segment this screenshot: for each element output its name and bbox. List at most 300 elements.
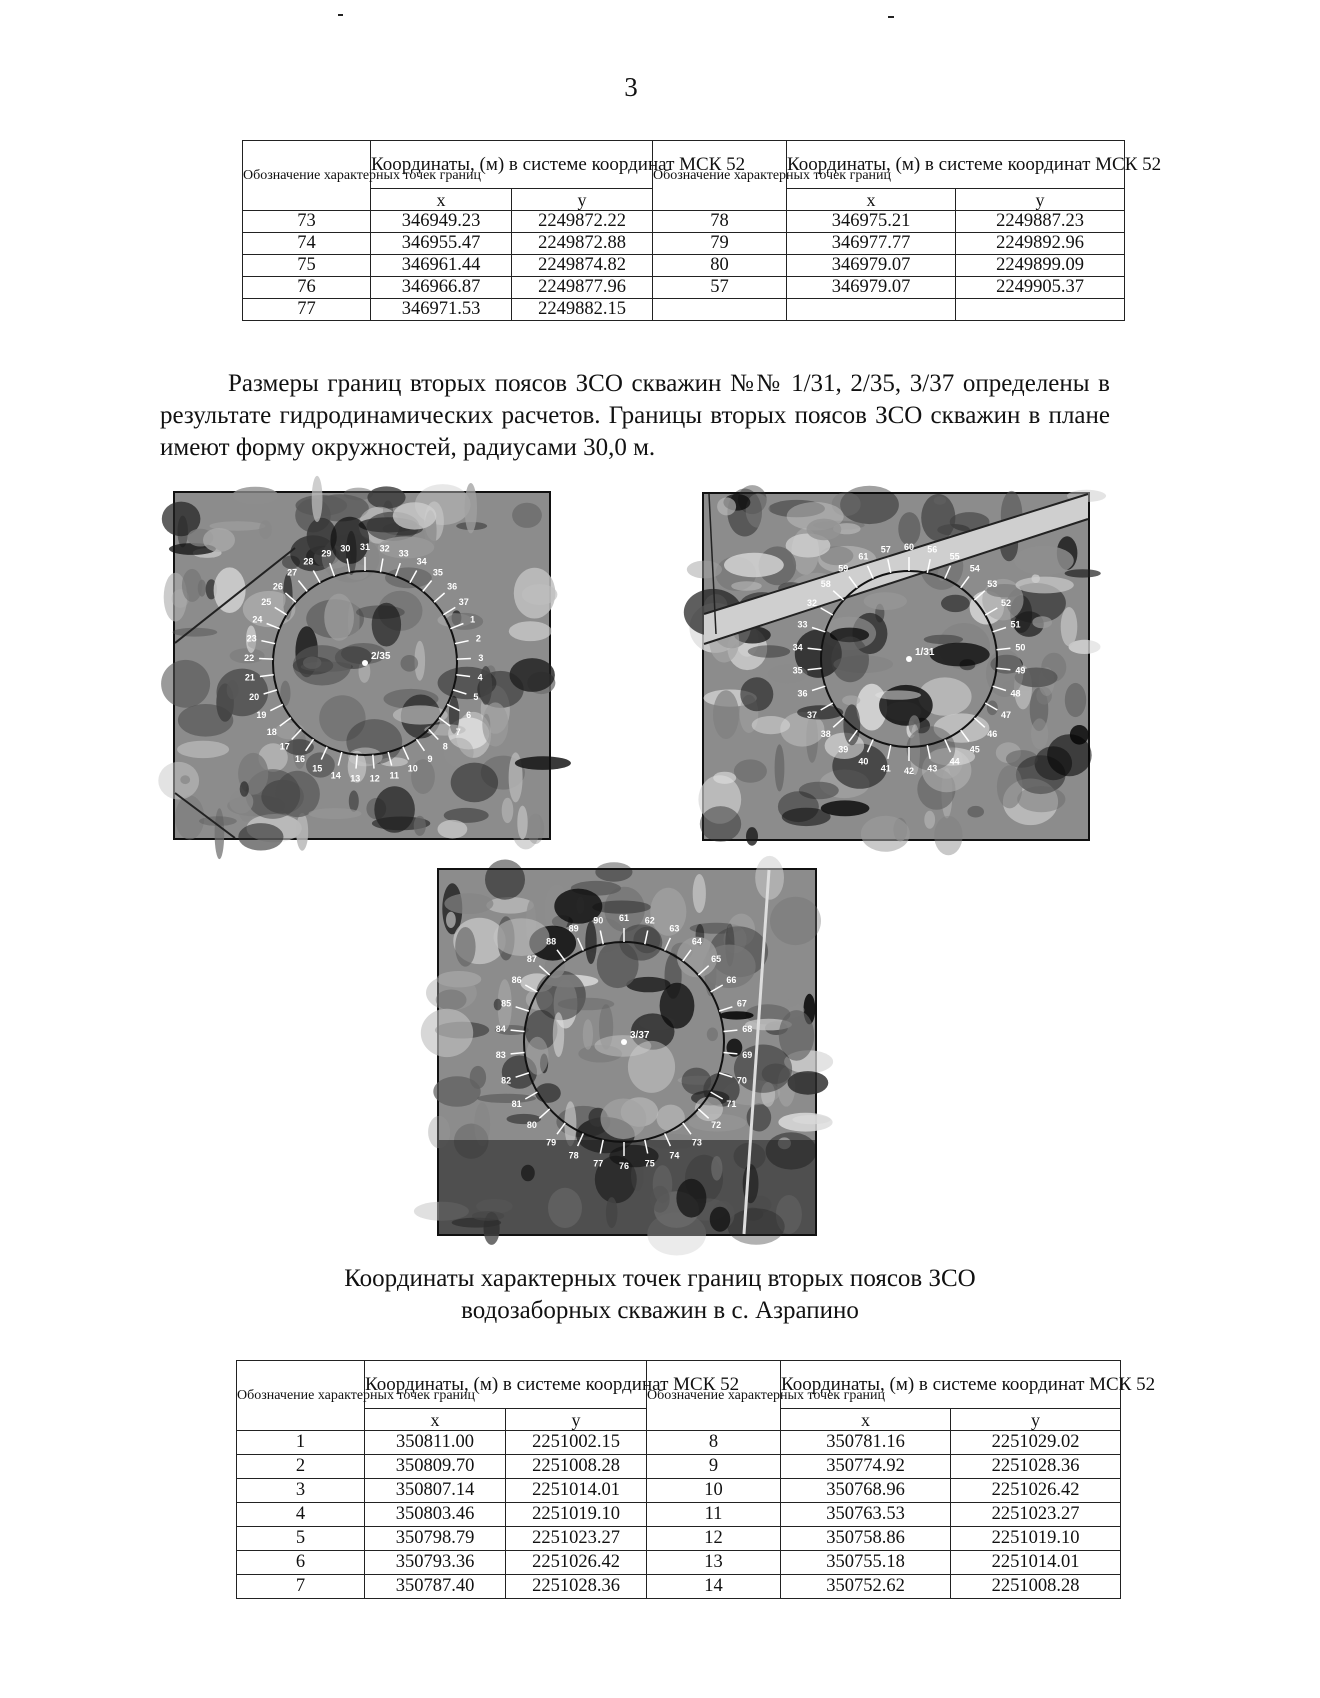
table-row — [237, 1575, 1121, 1599]
boundary-point-label: 59 — [838, 563, 849, 574]
terrain-patch — [324, 594, 354, 641]
terrain-patch — [831, 637, 869, 683]
boundary-point-label: 41 — [880, 763, 891, 774]
x-header: x — [787, 189, 956, 211]
y-value: 2249887.23 — [956, 211, 1125, 233]
terrain-patch — [512, 503, 542, 528]
y-value: 2251008.28 — [951, 1575, 1121, 1599]
well-marker — [621, 1039, 627, 1045]
boundary-point-label: 50 — [1015, 642, 1026, 653]
point-id: 11 — [647, 1503, 781, 1527]
terrain-patch — [752, 716, 790, 734]
boundary-tick — [724, 1030, 738, 1031]
point-header: Обозначение характерных точек границ — [237, 1361, 365, 1431]
terrain-patch — [628, 1041, 675, 1093]
boundary-point-label: 25 — [261, 597, 272, 608]
boundary-point-label: 2 — [475, 633, 481, 644]
terrain-patch — [240, 781, 249, 797]
y-header: y — [951, 1409, 1121, 1431]
point-id: 76 — [243, 277, 371, 299]
terrain-patch — [215, 808, 225, 859]
point-id: 80 — [653, 255, 787, 277]
terrain-patch — [1014, 546, 1074, 575]
boundary-point-label: 88 — [546, 936, 557, 947]
boundary-point-label: 6 — [466, 710, 472, 721]
terrain-patch — [930, 643, 990, 667]
point-id: 57 — [653, 277, 787, 299]
boundary-point-label: 81 — [511, 1099, 522, 1109]
point-id: 2 — [237, 1455, 365, 1479]
terrain-patch — [303, 657, 321, 669]
y-value: 2251023.27 — [506, 1527, 647, 1551]
terrain-patch — [526, 1037, 548, 1075]
aerial-map-well-2-35 — [173, 491, 551, 840]
terrain-patch — [515, 756, 571, 770]
boundary-point-label: 9 — [427, 754, 433, 765]
boundary-tick — [539, 1109, 549, 1118]
terrain-patch — [444, 738, 474, 767]
coords-header: Координаты, (м) в системе координат МСК 52 — [371, 141, 653, 189]
terrain-patch — [734, 759, 767, 782]
x-value: 346955.47 — [371, 233, 512, 255]
boundary-point-label: 44 — [949, 756, 960, 767]
terrain-patch — [770, 897, 821, 945]
x-value: 346971.53 — [371, 299, 512, 321]
point-id: 12 — [647, 1527, 781, 1551]
dark-area — [439, 1140, 815, 1234]
terrain-patch — [514, 568, 556, 619]
boundary-tick — [961, 577, 969, 588]
boundary-point-label: 69 — [742, 1050, 753, 1060]
point-id: 9 — [647, 1455, 781, 1479]
x-value: 350811.00 — [365, 1431, 506, 1455]
boundary-point-label: 28 — [303, 556, 314, 567]
y-value: 2251002.15 — [506, 1431, 647, 1455]
point-header: Обозначение характерных точек границ — [647, 1361, 781, 1431]
boundary-point-label: 70 — [736, 1075, 747, 1086]
table-row — [243, 277, 1125, 299]
boundary-tick — [417, 739, 425, 751]
terrain-patch — [445, 613, 483, 630]
terrain-patch — [898, 512, 920, 546]
table-row — [243, 233, 1125, 255]
y-header: y — [512, 189, 653, 211]
y-value: 2251019.10 — [506, 1503, 647, 1527]
y-value: 2251008.28 — [506, 1455, 647, 1479]
boundary-point-label: 5 — [473, 692, 479, 702]
terrain-patch — [444, 893, 493, 914]
terrain-patch — [330, 517, 369, 564]
boundary-point-label: 19 — [256, 710, 267, 721]
boundary-point-label: 67 — [736, 998, 747, 1009]
x-value: 350763.53 — [781, 1503, 951, 1527]
x-value: 346979.07 — [787, 255, 956, 277]
boundary-point-label: 22 — [244, 653, 255, 664]
caption-line-2: водозаборных скважин в с. Азрапино — [461, 1297, 859, 1324]
boundary-point-label: 46 — [987, 728, 998, 739]
boundary-point-label: 74 — [669, 1150, 680, 1161]
terrain-patch — [687, 561, 722, 579]
boundary-tick — [434, 593, 445, 602]
x-value: 350793.36 — [365, 1551, 506, 1575]
terrain-patch — [1015, 577, 1073, 594]
terrain-patch — [1065, 683, 1086, 717]
boundary-point-label: 90 — [593, 915, 604, 926]
terrain-patch — [385, 567, 432, 588]
scan-speck-left — [338, 14, 343, 16]
boundary-point-label: 14 — [330, 770, 341, 781]
x-value: 350758.86 — [781, 1527, 951, 1551]
y-value: 2249882.15 — [512, 299, 653, 321]
boundary-point-label: 27 — [287, 567, 298, 578]
terrain-patch — [510, 658, 555, 692]
terrain-patch — [259, 520, 272, 539]
boundary-point-label: 3 — [478, 653, 484, 664]
point-id: 10 — [647, 1479, 781, 1503]
terrain-patch — [401, 655, 419, 672]
point-header: Обозначение характерных точек границ — [653, 141, 787, 211]
boundary-tick — [812, 686, 825, 690]
x-value: 350752.62 — [781, 1575, 951, 1599]
terrain-patch — [203, 528, 235, 552]
boundary-point-label: 34 — [416, 556, 427, 567]
terrain-patch — [1017, 786, 1065, 812]
terrain-patch — [349, 790, 359, 811]
boundary-tick — [833, 718, 843, 727]
terrain-patch — [436, 990, 467, 1011]
y-header: y — [956, 189, 1125, 211]
boundary-point-label: 73 — [691, 1137, 702, 1148]
point-id: 8 — [647, 1431, 781, 1455]
terrain-patch — [921, 494, 955, 541]
point-id — [653, 299, 787, 321]
aerial-map-well-3-37 — [437, 868, 817, 1236]
x-header: x — [371, 189, 512, 211]
terrain-patch — [778, 1113, 832, 1132]
x-header: x — [365, 1409, 506, 1431]
terrain-patch — [158, 762, 199, 800]
boundary-tick — [455, 641, 469, 644]
boundary-point-label: 54 — [969, 563, 980, 574]
well-marker — [362, 660, 368, 666]
x-value — [787, 299, 956, 321]
y-value: 2251026.42 — [951, 1479, 1121, 1503]
terrain-patch — [232, 487, 278, 505]
boundary-point-label: 12 — [369, 773, 380, 784]
boundary-point-label: 36 — [447, 581, 458, 592]
terrain-patch — [455, 927, 475, 967]
y-value: 2249905.37 — [956, 277, 1125, 299]
boundary-point-label: 56 — [927, 544, 938, 555]
boundary-point-label: 55 — [949, 551, 960, 562]
y-value: 2249874.82 — [512, 255, 653, 277]
y-value: 2249872.88 — [512, 233, 653, 255]
boundary-point-label: 68 — [742, 1024, 753, 1034]
terrain-patch — [693, 874, 706, 913]
table-row — [237, 1503, 1121, 1527]
boundary-tick — [993, 628, 1006, 632]
boundary-point-label: 87 — [526, 954, 537, 964]
terrain-patch — [713, 772, 736, 784]
table-row — [237, 1479, 1121, 1503]
boundary-point-label: 65 — [711, 954, 722, 964]
point-id: 7 — [237, 1575, 365, 1599]
boundary-point-label: 52 — [1000, 598, 1012, 608]
boundary-point-label: 58 — [820, 579, 831, 590]
terrain-patch — [296, 813, 308, 851]
terrain-patch — [746, 827, 758, 846]
boundary-point-label: 35 — [792, 665, 803, 676]
x-value: 350755.18 — [781, 1551, 951, 1575]
point-header: Обозначение характерных точек границ — [243, 141, 371, 211]
y-value: 2249877.96 — [512, 277, 653, 299]
boundary-point-label: 13 — [350, 773, 361, 784]
boundary-point-label: 29 — [321, 548, 332, 559]
x-value: 346966.87 — [371, 277, 512, 299]
aerial-map-well-1-31 — [702, 492, 1090, 841]
x-value: 346949.23 — [371, 211, 512, 233]
terrain-patch — [470, 1066, 486, 1089]
point-id: 4 — [237, 1503, 365, 1527]
terrain-texture — [158, 476, 571, 859]
terrain-patch — [700, 806, 741, 842]
boundary-point-label: 37 — [458, 597, 469, 608]
x-value: 350774.92 — [781, 1455, 951, 1479]
boundary-point-label: 18 — [266, 727, 277, 737]
terrain-patch — [775, 744, 785, 791]
terrain-patch — [1047, 734, 1092, 776]
caption-line-1: Координаты характерных точек границ вторых поясов ЗСО — [344, 1265, 976, 1292]
boundary-point-label: 61 — [858, 551, 869, 562]
x-value: 350807.14 — [365, 1479, 506, 1503]
x-value: 346979.07 — [787, 277, 956, 299]
point-id: 3 — [237, 1479, 365, 1503]
boundary-tick — [260, 675, 274, 677]
terrain-patch — [1065, 569, 1101, 577]
boundary-point-label: 8 — [442, 741, 448, 752]
boundary-point-label: 24 — [252, 614, 263, 625]
boundary-point-label: 39 — [838, 744, 849, 755]
boundary-point-label: 80 — [526, 1120, 537, 1130]
point-id: 73 — [243, 211, 371, 233]
y-header: y — [506, 1409, 647, 1431]
terrain-patch — [414, 816, 426, 836]
boundary-point-label: 32 — [806, 598, 818, 608]
boundary-point-label: 79 — [546, 1137, 557, 1148]
terrain-patch — [173, 628, 218, 637]
boundary-point-label: 85 — [501, 998, 512, 1009]
boundary-point-label: 62 — [644, 915, 655, 926]
boundary-point-label: 21 — [244, 672, 255, 683]
boundary-point-label: 31 — [359, 542, 371, 552]
x-value: 350768.96 — [781, 1479, 951, 1503]
point-id: 1 — [237, 1431, 365, 1455]
boundary-point-label: 53 — [987, 579, 998, 590]
terrain-patch — [1031, 718, 1048, 749]
point-id: 79 — [653, 233, 787, 255]
boundary-point-label: 4 — [477, 672, 483, 683]
boundary-point-label: 35 — [432, 567, 443, 578]
terrain-patch — [421, 1009, 473, 1057]
table-row — [243, 211, 1125, 233]
x-value: 350787.40 — [365, 1575, 506, 1599]
terrain-patch — [719, 1011, 753, 1019]
terrain-patch — [309, 808, 362, 819]
terrain-patch — [393, 705, 448, 724]
terrain-patch — [807, 519, 842, 541]
boundary-tick — [313, 571, 320, 583]
terrain-patch — [511, 803, 540, 850]
boundary-point-label: 48 — [1010, 688, 1021, 699]
terrain-patch — [178, 704, 233, 737]
terrain-patch — [601, 1099, 647, 1140]
boundary-tick — [511, 1053, 525, 1054]
terrain-patch — [875, 690, 921, 699]
boundary-point-label: 36 — [797, 688, 808, 699]
y-value: 2249892.96 — [956, 233, 1125, 255]
boundary-tick — [403, 747, 409, 760]
point-id: 14 — [647, 1575, 781, 1599]
boundary-tick — [338, 752, 342, 766]
boundary-point-label: 16 — [294, 754, 306, 765]
x-header: x — [781, 1409, 951, 1431]
boundary-point-label: 37 — [806, 710, 818, 720]
boundary-point-label: 43 — [927, 763, 938, 774]
boundary-tick — [888, 745, 891, 759]
boundary-point-label: 89 — [568, 923, 579, 934]
y-value: 2251026.42 — [506, 1551, 647, 1575]
terrain-patch — [924, 811, 935, 829]
well-label: 1/31 — [915, 647, 935, 658]
well-label: 3/37 — [630, 1030, 650, 1041]
table-row — [237, 1551, 1121, 1575]
y-value: 2251014.01 — [506, 1479, 647, 1503]
terrain-patch — [1032, 616, 1052, 628]
body-paragraph: Размеры границ вторых поясов ЗСО скважин №№ 1/31, 2/35, 3/37 определены в результате гидродинамических расчетов. Границы вторых поясов ЗСО скважин в плане имеют форму окружностей, радиусами 30,0 м. — [160, 370, 1110, 461]
terrain-patch — [175, 795, 204, 839]
terrain-patch — [553, 1012, 564, 1057]
terrain-patch — [842, 695, 860, 705]
boundary-tick — [719, 1007, 732, 1011]
boundary-point-label: 76 — [618, 1161, 630, 1171]
terrain-patch — [177, 741, 229, 758]
boundary-point-label: 57 — [880, 544, 891, 555]
scan-speck-right — [888, 16, 894, 18]
terrain-patch — [717, 497, 736, 515]
terrain-patch — [374, 786, 415, 833]
terrain-patch — [934, 816, 962, 855]
boundary-point-label: 42 — [903, 766, 915, 776]
page-number: 3 — [624, 72, 638, 102]
boundary-point-label: 61 — [618, 913, 630, 923]
point-id: 5 — [237, 1527, 365, 1551]
terrain-patch — [536, 971, 586, 1021]
point-id: 6 — [237, 1551, 365, 1575]
boundary-point-label: 77 — [593, 1158, 604, 1169]
boundary-point-label: 60 — [903, 542, 915, 552]
terrain-patch — [1061, 607, 1078, 646]
terrain-patch — [788, 1071, 829, 1095]
boundary-point-label: 1 — [470, 614, 476, 625]
point-id: 74 — [243, 233, 371, 255]
boundary-point-label: 33 — [797, 619, 808, 630]
terrain-patch — [182, 569, 202, 602]
boundary-point-label: 86 — [511, 975, 522, 985]
terrain-patch — [367, 486, 405, 508]
terrain-patch — [941, 595, 970, 612]
map-graphic — [175, 493, 549, 838]
x-value: 350781.16 — [781, 1431, 951, 1455]
terrain-patch — [227, 680, 239, 699]
terrain-patch — [509, 621, 552, 641]
boundary-point-label: 11 — [389, 770, 399, 781]
boundary-point-label: 26 — [272, 581, 283, 592]
boundary-point-label: 72 — [711, 1120, 722, 1130]
terrain-patch — [724, 553, 784, 577]
terrain-patch — [482, 702, 508, 746]
boundary-point-label: 32 — [379, 543, 390, 554]
boundary-point-label: 33 — [398, 548, 409, 559]
terrain-patch — [997, 765, 1023, 808]
well-marker — [906, 656, 912, 662]
y-value: 2251014.01 — [951, 1551, 1121, 1575]
boundary-point-label: 82 — [501, 1075, 512, 1086]
terrain-patch — [861, 816, 910, 852]
x-value: 346975.21 — [787, 211, 956, 233]
terrain-patch — [161, 660, 210, 708]
terrain-patch — [583, 1019, 593, 1050]
x-value: 346977.77 — [787, 233, 956, 255]
terrain-patch — [864, 592, 907, 610]
terrain-patch — [595, 862, 632, 881]
boundary-point-label: 83 — [495, 1050, 506, 1060]
table-caption — [0, 1263, 1320, 1327]
point-id: 75 — [243, 255, 371, 277]
boundary-point-label: 17 — [279, 741, 290, 752]
y-value: 2251019.10 — [951, 1527, 1121, 1551]
coordinates-table-bottom — [236, 1360, 1156, 1599]
terrain-patch — [485, 860, 525, 900]
terrain-patch — [238, 823, 283, 850]
terrain-patch — [465, 483, 477, 533]
terrain-patch — [312, 476, 323, 522]
boundary-point-label: 23 — [246, 633, 257, 644]
boundary-point-label: 75 — [644, 1158, 655, 1169]
map-graphic — [439, 870, 815, 1234]
boundary-tick — [298, 581, 307, 592]
terrain-patch — [474, 1102, 490, 1146]
x-value: 350809.70 — [365, 1455, 506, 1479]
boundary-tick — [259, 659, 273, 660]
y-value: 2251023.27 — [951, 1503, 1121, 1527]
point-id: 13 — [647, 1551, 781, 1575]
boundary-tick — [821, 608, 833, 615]
boundary-point-label: 84 — [495, 1024, 506, 1034]
boundary-point-label: 51 — [1010, 619, 1021, 630]
terrain-patch — [746, 493, 771, 527]
coords-header: Координаты, (м) в системе координат МСК 52 — [365, 1361, 647, 1409]
y-value: 2251029.02 — [951, 1431, 1121, 1455]
y-value: 2251028.36 — [506, 1575, 647, 1599]
terrain-patch — [778, 791, 819, 822]
terrain-patch — [731, 581, 762, 591]
x-value: 350798.79 — [365, 1527, 506, 1551]
table-row — [237, 1527, 1121, 1551]
terrain-patch — [650, 888, 686, 936]
terrain-patch — [438, 820, 468, 839]
terrain-patch — [558, 998, 615, 1011]
terrain-patch — [967, 806, 984, 818]
